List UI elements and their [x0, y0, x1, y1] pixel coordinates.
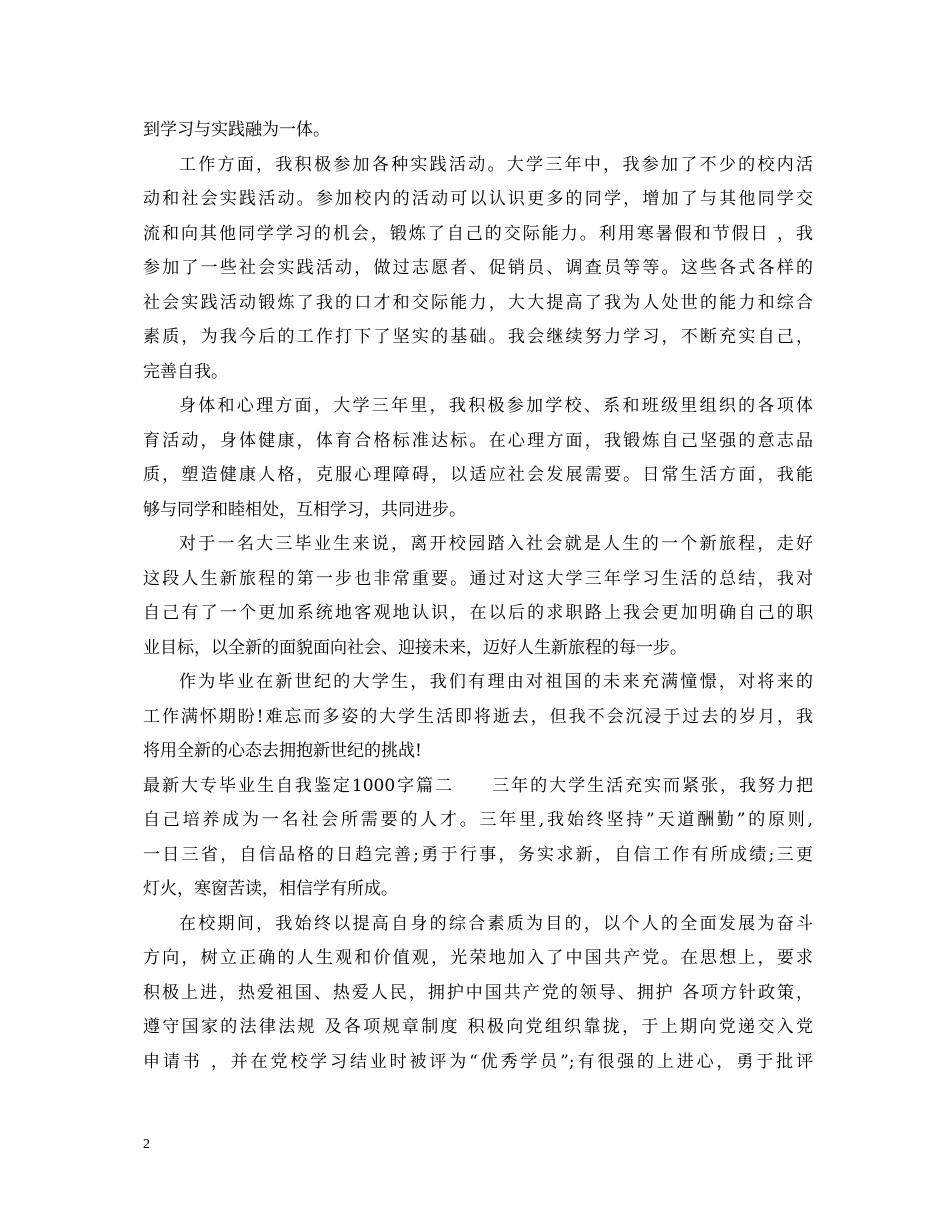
text-line: 遵守国家的法律法规 及各项规章制度 积极向党组织靠拢，于上期向党递交入党: [143, 1017, 813, 1037]
text-line: 对于一名大三毕业生来说，离开校园踏入社会就是人生的一个新旅程，走好: [179, 534, 813, 554]
text-line: 在校期间，我始终以提高自身的综合素质为目的，以个人的全面发展为奋斗: [179, 913, 813, 934]
text-line: 自己培养成为一名社会所需要的人才。三年里,我始终坚持”天道酬勤”的原则,: [143, 810, 813, 830]
text-line: 育活动，身体健康，体育合格标准达标。在心理方面，我锻炼自己坚强的意志品: [143, 430, 813, 451]
text-line: 流和向其他同学学习的机会，锻炼了自己的交际能力。利用寒暑假和节假日 ，我: [143, 223, 813, 244]
text-line: 到学习与实践融为一体。: [143, 120, 330, 140]
text-line: 一日三省，自信品格的日趋完善;勇于行事，务实求新，自信工作有所成绩;三更: [143, 844, 813, 865]
text-line: 工作满怀期盼!难忘而多姿的大学生活即将逝去，但我不会沉浸于过去的岁月，我: [143, 706, 813, 727]
text-line: 这段人生新旅程的第一步也非常重要。通过对这大学三年学习生活的总结，我对: [143, 568, 813, 589]
document-body: [143, 113, 813, 1079]
text-line: 自己有了一个更加系统地客观地认识，在以后的求职路上我会更加明确自己的职: [143, 603, 813, 623]
section-heading-line: 最新大专毕业生自我鉴定1000字篇二 三年的大学生活充实而紧张，我努力把: [143, 775, 813, 796]
text-line: 将用全新的心态去拥抱新世纪的挑战!: [143, 741, 422, 761]
text-line: 社会实践活动锻炼了我的口才和交际能力，大大提高了我为人处世的能力和综合: [143, 292, 813, 313]
text-line: 完善自我。: [143, 361, 228, 382]
text-line: 够与同学和睦相处，互相学习，共同进步。: [143, 499, 466, 520]
text-line: 积极上进，热爱祖国、热爱人民，拥护中国共产党的领导、拥护 各项方针政策，: [143, 982, 813, 1003]
text-line: 身体和心理方面，大学三年里，我积极参加学校、系和班级里组织的各项体: [179, 396, 813, 416]
text-line: 申请书 ，并在党校学习结业时被评为“优秀学员”;有很强的上进心，勇于批评: [143, 1051, 813, 1072]
text-line: 作为毕业在新世纪的大学生，我们有理由对祖国的未来充满憧憬，对将来的: [179, 672, 813, 692]
text-line: 灯火，寒窗苦读，相信学有所成。: [143, 879, 398, 899]
text-line: 素质，为我今后的工作打下了坚实的基础。我会继续努力学习，不断充实自己，: [143, 327, 813, 347]
text-line: 工作方面，我积极参加各种实践活动。大学三年中，我参加了不少的校内活: [179, 154, 813, 175]
text-line: 动和社会实践活动。参加校内的活动可以认识更多的同学，增加了与其他同学交: [143, 189, 813, 209]
text-line: 质，塑造健康人格，克服心理障碍，以适应社会发展需要。日常生活方面，我能: [143, 465, 813, 485]
page-number: 2: [143, 1137, 150, 1152]
text-line: 业目标，以全新的面貌面向社会、迎接未来，迈好人生新旅程的每一步。: [143, 637, 687, 658]
text-line: 方向，树立正确的人生观和价值观，光荣地加入了中国共产党。在思想上，要求: [143, 948, 813, 968]
text-line: 参加了一些社会实践活动，做过志愿者、促销员、调查员等等。这些各式各样的: [143, 258, 813, 278]
